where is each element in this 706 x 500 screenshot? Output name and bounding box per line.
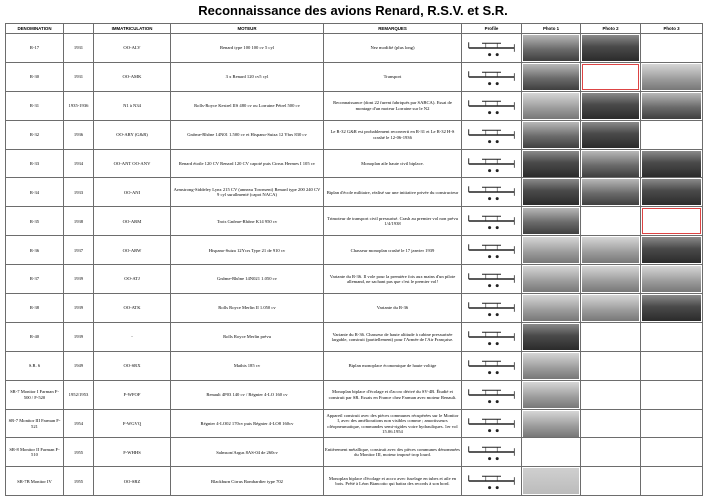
profile-drawing bbox=[462, 467, 522, 496]
cell-immatriculation: N1 à N34 bbox=[94, 91, 171, 120]
table-header-row bbox=[6, 24, 703, 34]
photo-3 bbox=[641, 438, 703, 467]
aircraft-photo bbox=[582, 122, 639, 148]
table-row bbox=[6, 149, 703, 178]
aircraft-photo bbox=[642, 122, 701, 148]
aircraft-profile-icon bbox=[463, 93, 520, 119]
aircraft-photo bbox=[582, 208, 639, 234]
photo-3 bbox=[641, 467, 703, 496]
cell-year: 1955 bbox=[64, 467, 94, 496]
photo-1 bbox=[522, 409, 581, 438]
photo-3 bbox=[641, 322, 703, 351]
aircraft-photo bbox=[642, 151, 701, 177]
cell-immatriculation: - bbox=[94, 322, 171, 351]
cell-immatriculation: OO-ATJ bbox=[94, 265, 171, 294]
profile-drawing bbox=[462, 91, 522, 120]
photo-3 bbox=[641, 178, 703, 207]
aircraft-profile-icon bbox=[463, 468, 520, 494]
cell-remarques: Trimoteur de transport civil pressurisé. Crash au premier vol non prévu 1/4/1938 bbox=[324, 207, 462, 236]
aircraft-photo bbox=[582, 353, 639, 379]
aircraft-photo bbox=[642, 93, 701, 119]
cell-moteur: Régnier 4-LO02 170cv puis Régnier 4-LO8 160cv bbox=[171, 409, 324, 438]
cell-immatriculation: F-WFOF bbox=[94, 380, 171, 409]
photo-2 bbox=[581, 322, 641, 351]
photo-1 bbox=[522, 62, 581, 91]
table-row bbox=[6, 207, 703, 236]
aircraft-photo bbox=[642, 411, 701, 437]
cell-year: 1939 bbox=[64, 265, 94, 294]
table-row bbox=[6, 120, 703, 149]
profile-drawing bbox=[462, 380, 522, 409]
aircraft-profile-icon bbox=[463, 295, 520, 321]
cell-year: 1933 bbox=[64, 178, 94, 207]
cell-immatriculation: OO-ATK bbox=[94, 294, 171, 323]
cell-moteur: Trois Gnôme-Rhône K14 950 cv bbox=[171, 207, 324, 236]
photo-2 bbox=[581, 120, 641, 149]
table-row bbox=[6, 380, 703, 409]
profile-drawing bbox=[462, 351, 522, 380]
photo-2 bbox=[581, 265, 641, 294]
aircraft-photo bbox=[582, 179, 639, 205]
photo-2 bbox=[581, 380, 641, 409]
photo-1 bbox=[522, 438, 581, 467]
cell-immatriculation: OO-AMK bbox=[94, 62, 171, 91]
photo-2 bbox=[581, 62, 641, 91]
cell-moteur: Renard type 100 100 cv 5 cyl bbox=[171, 34, 324, 63]
aircraft-profile-icon bbox=[463, 266, 520, 292]
cell-remarques: Le R-32 G&R est probablement reconverti en R-31 et Le R-32 H-S crashé le 12-06-1936 bbox=[324, 120, 462, 149]
aircraft-profile-icon bbox=[463, 208, 520, 234]
cell-denomination: SR-7B Monitor IV bbox=[6, 467, 64, 496]
cell-denomination: SR-8 Monitor II Farman F-510 bbox=[6, 438, 64, 467]
aircraft-profile-icon bbox=[463, 151, 520, 177]
aircraft-photo bbox=[582, 35, 639, 61]
aircraft-photo bbox=[523, 266, 579, 292]
aircraft-photo bbox=[523, 237, 579, 263]
photo-2 bbox=[581, 178, 641, 207]
table-row bbox=[6, 34, 703, 63]
table-row bbox=[6, 409, 703, 438]
cell-remarques: Reconnaissance (dont 22 furent fabriqués par SABCA). Essai de montage d'un moteur Lorraine sur le N2 bbox=[324, 91, 462, 120]
cell-moteur: Gnôme-Rhône 14N021 1.050 cv bbox=[171, 265, 324, 294]
cell-moteur: Gnôme-Rhône 14N01 1.500 cv et Hispano-Suiza 12 Ybrs 830 cv bbox=[171, 120, 324, 149]
cell-denomination: R-38 bbox=[6, 294, 64, 323]
photo-1 bbox=[522, 34, 581, 63]
aircraft-photo bbox=[582, 468, 639, 494]
aircraft-photo bbox=[523, 295, 579, 321]
cell-year: 1935-1936 bbox=[64, 91, 94, 120]
aircraft-photo bbox=[642, 35, 701, 61]
aircraft-photo bbox=[642, 208, 701, 234]
cell-remarques: Transport bbox=[324, 62, 462, 91]
table-row bbox=[6, 322, 703, 351]
photo-2 bbox=[581, 351, 641, 380]
cell-denomination: R-31 bbox=[6, 91, 64, 120]
aircraft-photo bbox=[523, 64, 579, 90]
aircraft-profile-icon bbox=[463, 353, 520, 379]
cell-year: 1939 bbox=[64, 322, 94, 351]
cell-year: 1936 bbox=[64, 120, 94, 149]
aircraft-photo bbox=[642, 324, 701, 350]
cell-denomination: R-32 bbox=[6, 120, 64, 149]
photo-1 bbox=[522, 380, 581, 409]
photo-2 bbox=[581, 438, 641, 467]
header-photo-2: Photo 2 bbox=[581, 24, 641, 34]
cell-remarques: Biplan d'école militaire, réalisé sur une initiative privée du constructeur bbox=[324, 178, 462, 207]
aircraft-photo bbox=[582, 237, 639, 263]
photo-1 bbox=[522, 178, 581, 207]
aircraft-profile-icon bbox=[463, 122, 520, 148]
aircraft-photo bbox=[523, 208, 579, 234]
photo-3 bbox=[641, 120, 703, 149]
cell-remarques: Variante du R-36. Il vole pour la première fois aux mains d'un pilote allemand, ne sachant pas que c'est le premier vol! bbox=[324, 265, 462, 294]
cell-denomination: SR-7 Monitor III Farman F-521 bbox=[6, 409, 64, 438]
cell-remarques: Monoplan biplace d'écolage et accro avec fuselage en tubes et aile en bois. Prêté à Léon Biancotto qui battra des records à son bord. bbox=[324, 467, 462, 496]
cell-remarques: Nez modifié (plus long) bbox=[324, 34, 462, 63]
aircraft-profile-icon bbox=[463, 411, 520, 437]
table-row bbox=[6, 351, 703, 380]
cell-immatriculation: F-WHHS bbox=[94, 438, 171, 467]
photo-2 bbox=[581, 91, 641, 120]
table-row bbox=[6, 467, 703, 496]
aircraft-photo bbox=[642, 353, 701, 379]
cell-denomination: R-40 bbox=[6, 322, 64, 351]
photo-3 bbox=[641, 34, 703, 63]
photo-1 bbox=[522, 322, 581, 351]
cell-remarques: Chasseur monoplan crashé le 17 janvier 1939 bbox=[324, 236, 462, 265]
cell-moteur: Hispano-Suiza 12Ycrs Type 21 de 910 cv bbox=[171, 236, 324, 265]
photo-1 bbox=[522, 207, 581, 236]
cell-remarques: Variante du R-36 bbox=[324, 294, 462, 323]
aircraft-photo bbox=[523, 93, 579, 119]
table-row bbox=[6, 438, 703, 467]
cell-denomination: R-30 bbox=[6, 62, 64, 91]
cell-year: 1939 bbox=[64, 294, 94, 323]
aircraft-profile-icon bbox=[463, 179, 520, 205]
table-row bbox=[6, 294, 703, 323]
aircraft-photo bbox=[642, 468, 701, 494]
header-immatriculation: IMMATRICULATION bbox=[94, 24, 171, 34]
photo-2 bbox=[581, 34, 641, 63]
photo-3 bbox=[641, 265, 703, 294]
cell-moteur: Blackburn Cirrus Bombardier type 702 bbox=[171, 467, 324, 496]
cell-year: 1934 bbox=[64, 149, 94, 178]
header-profile: Profile bbox=[462, 24, 522, 34]
aircraft-profile-icon bbox=[463, 439, 520, 465]
cell-remarques: Monoplan aile haute civil biplace. bbox=[324, 149, 462, 178]
photo-2 bbox=[581, 207, 641, 236]
aircraft-photo bbox=[642, 439, 701, 465]
photo-3 bbox=[641, 351, 703, 380]
table-row bbox=[6, 236, 703, 265]
photo-1 bbox=[522, 236, 581, 265]
table-row bbox=[6, 178, 703, 207]
cell-year: 1954 bbox=[64, 409, 94, 438]
aircraft-photo bbox=[642, 64, 701, 90]
cell-moteur: Armstrong-Siddeley Lynx 215 CV (anneau Townsent) Renard type 200 240 CV 9 cyl surallmenté (capot NACA) bbox=[171, 178, 324, 207]
aircraft-profile-icon bbox=[463, 64, 520, 90]
aircraft-photo bbox=[582, 324, 639, 350]
photo-1 bbox=[522, 91, 581, 120]
table-row bbox=[6, 62, 703, 91]
aircraft-photo bbox=[523, 122, 579, 148]
table-row bbox=[6, 265, 703, 294]
aircraft-photo bbox=[582, 411, 639, 437]
cell-immatriculation: OO-ARW bbox=[94, 236, 171, 265]
cell-moteur: Rolls Royce Merlin prévu bbox=[171, 322, 324, 351]
cell-moteur: Rolls Royce Merlin II 1.050 cv bbox=[171, 294, 324, 323]
cell-year: 1938 bbox=[64, 207, 94, 236]
profile-drawing bbox=[462, 294, 522, 323]
cell-denomination: R-33 bbox=[6, 149, 64, 178]
table-body bbox=[6, 34, 703, 496]
cell-denomination: R-17 bbox=[6, 34, 64, 63]
aircraft-profile-icon bbox=[463, 324, 520, 350]
photo-3 bbox=[641, 207, 703, 236]
aircraft-profile-icon bbox=[463, 237, 520, 263]
cell-moteur: 3 x Renard 120 cv5 cyl bbox=[171, 62, 324, 91]
header-photo-1: Photo 1 bbox=[522, 24, 581, 34]
photo-3 bbox=[641, 149, 703, 178]
photo-3 bbox=[641, 62, 703, 91]
photo-3 bbox=[641, 236, 703, 265]
aircraft-photo bbox=[523, 468, 579, 494]
page-title: Reconnaissance des avions Renard, R.S.V. et S.R. bbox=[198, 3, 508, 18]
profile-drawing bbox=[462, 438, 522, 467]
cell-denomination: S.R. 6 bbox=[6, 351, 64, 380]
cell-immatriculation: OO-ARY (G&R) bbox=[94, 120, 171, 149]
profile-drawing bbox=[462, 178, 522, 207]
profile-drawing bbox=[462, 207, 522, 236]
header-denomination: DENOMINATION bbox=[6, 24, 64, 34]
photo-3 bbox=[641, 380, 703, 409]
photo-1 bbox=[522, 149, 581, 178]
aircraft-photo bbox=[642, 179, 701, 205]
photo-2 bbox=[581, 467, 641, 496]
photo-1 bbox=[522, 351, 581, 380]
profile-drawing bbox=[462, 236, 522, 265]
cell-moteur: Salmson/Argus 8AS-04 de 260cv bbox=[171, 438, 324, 467]
cell-denomination: SR-7 Monitor I Farman F-500 / F-520 bbox=[6, 380, 64, 409]
aircraft-profile-icon bbox=[463, 35, 520, 61]
aircraft-photo bbox=[523, 382, 579, 408]
cell-immatriculation: F-WGVQ bbox=[94, 409, 171, 438]
cell-immatriculation: OO-ANI bbox=[94, 178, 171, 207]
aircraft-profile-icon bbox=[463, 382, 520, 408]
header-photo-3: Photo 3 bbox=[641, 24, 703, 34]
aircraft-photo bbox=[582, 439, 639, 465]
header-remarques: REMARQUES bbox=[324, 24, 462, 34]
photo-2 bbox=[581, 236, 641, 265]
aircraft-photo bbox=[642, 237, 701, 263]
cell-year: 1931 bbox=[64, 62, 94, 91]
cell-year: 1937 bbox=[64, 236, 94, 265]
cell-remarques: Monoplan biplace d'écolage et d'accro dérivé du SV-4B. Étudié et construit par SR. Essais en France chez Farman avec moteur Renault. bbox=[324, 380, 462, 409]
cell-remarques: Biplan monoplace économique de haute voltige bbox=[324, 351, 462, 380]
photo-1 bbox=[522, 294, 581, 323]
photo-1 bbox=[522, 265, 581, 294]
aircraft-photo bbox=[582, 266, 639, 292]
aircraft-photo bbox=[582, 295, 639, 321]
cell-immatriculation: OO-ALV bbox=[94, 34, 171, 63]
aircraft-photo bbox=[523, 411, 579, 437]
cell-immatriculation: OO-SRX bbox=[94, 351, 171, 380]
photo-3 bbox=[641, 91, 703, 120]
profile-drawing bbox=[462, 265, 522, 294]
cell-immatriculation: OO-SRZ bbox=[94, 467, 171, 496]
header-moteur: MOTEUR bbox=[171, 24, 324, 34]
profile-drawing bbox=[462, 62, 522, 91]
photo-1 bbox=[522, 467, 581, 496]
profile-drawing bbox=[462, 120, 522, 149]
cell-denomination: R-36 bbox=[6, 236, 64, 265]
profile-drawing bbox=[462, 149, 522, 178]
cell-denomination: R-34 bbox=[6, 178, 64, 207]
cell-year: 1955 bbox=[64, 438, 94, 467]
cell-immatriculation: OO-ARM bbox=[94, 207, 171, 236]
cell-immatriculation: OO-ANT OO-ANV bbox=[94, 149, 171, 178]
cell-remarques: Entièrement métallique, construit avec des pièces communes dénommées du Monitor III, moteur imposé trop lourd. bbox=[324, 438, 462, 467]
cell-moteur: Mathis 185 cv bbox=[171, 351, 324, 380]
cell-moteur: Rolls-Royce Kestrel IIS 480 cv ou Lorraine Pétrel 500 cv bbox=[171, 91, 324, 120]
photo-2 bbox=[581, 409, 641, 438]
aircraft-photo bbox=[582, 151, 639, 177]
profile-drawing bbox=[462, 322, 522, 351]
aircraft-photo bbox=[582, 93, 639, 119]
cell-remarques: Variante du R-36. Chasseur de haute altitude à cabine pressurisée largable, construit (partiellement) pour l'Armée de l'Air Française. bbox=[324, 322, 462, 351]
aircraft-photo bbox=[523, 353, 579, 379]
aircraft-photo bbox=[642, 382, 701, 408]
aircraft-photo bbox=[642, 266, 701, 292]
cell-moteur: Renault 4P03 140 cv / Régnier 4-LO 160 cv bbox=[171, 380, 324, 409]
cell-remarques: Appareil construit avec des pièces communes récupérées sur le Monitor I, avec des améliorations non visibles comme ; amortisseurs oléopneumatique, commandes semi-rigides voire hydrauliques. 1er vol 15.06.1954 bbox=[324, 409, 462, 438]
aircraft-photo bbox=[523, 179, 579, 205]
profile-drawing bbox=[462, 409, 522, 438]
header-year bbox=[64, 24, 94, 34]
photo-2 bbox=[581, 149, 641, 178]
photo-3 bbox=[641, 409, 703, 438]
cell-year: 1949 bbox=[64, 351, 94, 380]
cell-denomination: R-35 bbox=[6, 207, 64, 236]
cell-denomination: R-37 bbox=[6, 265, 64, 294]
photo-3 bbox=[641, 294, 703, 323]
aircraft-photo bbox=[523, 439, 579, 465]
aircraft-photo bbox=[523, 35, 579, 61]
photo-2 bbox=[581, 294, 641, 323]
table-row bbox=[6, 91, 703, 120]
aircraft-photo bbox=[523, 151, 579, 177]
aircraft-photo bbox=[642, 295, 701, 321]
photo-1 bbox=[522, 120, 581, 149]
aircraft-photo bbox=[582, 64, 639, 90]
aircraft-table bbox=[5, 23, 703, 496]
cell-year: 1931 bbox=[64, 34, 94, 63]
aircraft-photo bbox=[582, 382, 639, 408]
cell-year: 1952/1953 bbox=[64, 380, 94, 409]
profile-drawing bbox=[462, 34, 522, 63]
cell-moteur: Renard étoile 120 CV Renard 120 CV capoté puis Cirrus Hermes I 105 cv bbox=[171, 149, 324, 178]
aircraft-photo bbox=[523, 324, 579, 350]
